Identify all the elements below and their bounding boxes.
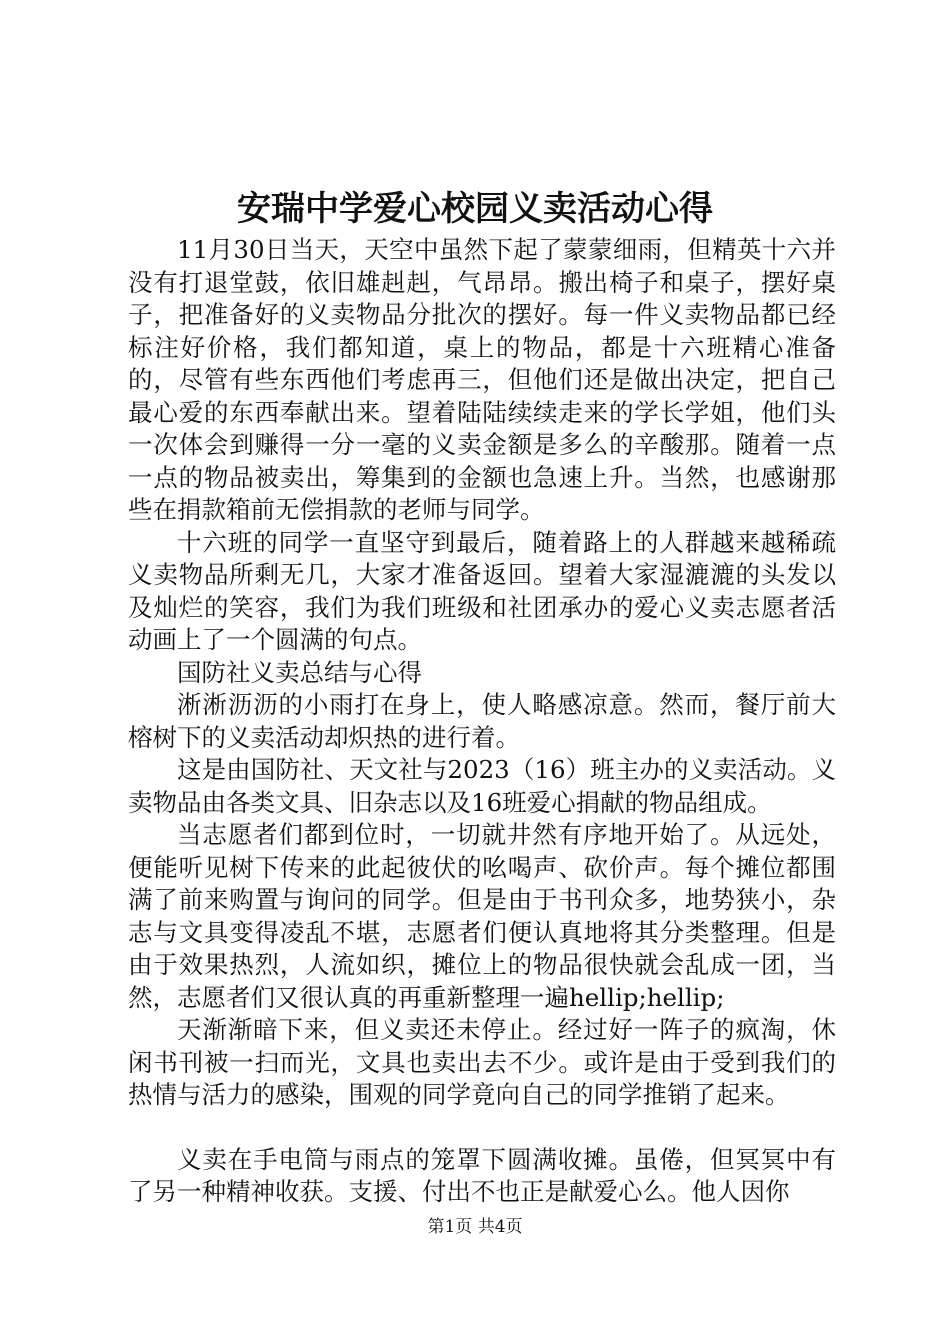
paragraph-3: 淅淅沥沥的小雨打在身上，使人略感凉意。然而，餐厅前大榕树下的义卖活动却炽热的进行着。: [128, 690, 836, 752]
paragraph-5: 当志愿者们都到位时，一切就井然有序地开始了。从远处，便能听见树下传来的此起彼伏的吆喝声、砍价声。每个摊位都围满了前来购置与询问的同学。但是由于书刊众多，地势狭小，杂志与文具变得凌乱不堪，志愿者们便认真地将其分类整理。但是由于效果热烈，人流如织，摊位上的物品很快就会乱成一团，当然，志愿者们又很认真的再重新整理一遍hellip;hellip;: [128, 820, 836, 1012]
document-title: 安瑞中学爱心校园义卖活动心得: [237, 189, 713, 229]
document-body: [128, 234, 836, 1209]
paragraph-2: 十六班的同学一直坚守到最后，随着路上的人群越来越稀疏义卖物品所剩无几，大家才准备返回。望着大家湿漉漉的头发以及灿烂的笑容，我们为我们班级和社团承办的爱心义卖志愿者活动画上了一个圆满的句点。: [128, 527, 836, 654]
paragraph-4: 这是由国防社、天文社与2023（16）班主办的义卖活动。义卖物品由各类文具、旧杂志以及16班爱心捐献的物品组成。: [128, 755, 836, 817]
paragraph-1: 11月30日当天，天空中虽然下起了蒙蒙细雨，但精英十六并没有打退堂鼓，依旧雄赳赳，气昂昂。搬出椅子和桌子，摆好桌子，把准备好的义卖物品分批次的摆好。每一件义卖物品都已经标注好价格，我们都知道，桌上的物品，都是十六班精心准备的，尽管有些东西他们考虑再三，但他们还是做出决定，把自己最心爱的东西奉献出来。望着陆陆续续走来的学长学姐，他们头一次体会到赚得一分一毫的义卖金额是多么的辛酸那。随着一点一点的物品被卖出，筹集到的金额也急速上升。当然，也感谢那些在捐款箱前无偿捐款的老师与同学。: [128, 235, 836, 524]
page-footer: 第1页 共4页: [427, 1217, 523, 1237]
paragraph-6: 天渐渐暗下来，但义卖还未停止。经过好一阵子的疯淘，休闲书刊被一扫而光，文具也卖出去不少。或许是由于受到我们的热情与活力的感染，围观的同学竟向自己的同学推销了起来。: [128, 1015, 836, 1109]
paragraph-7: 义卖在手电筒与雨点的笼罩下圆满收摊。虽倦，但冥冥中有了另一种精神收获。支援、付出不也正是献爱心么。他人因你: [128, 1144, 836, 1206]
section-heading: 国防社义卖总结与心得: [177, 657, 422, 687]
